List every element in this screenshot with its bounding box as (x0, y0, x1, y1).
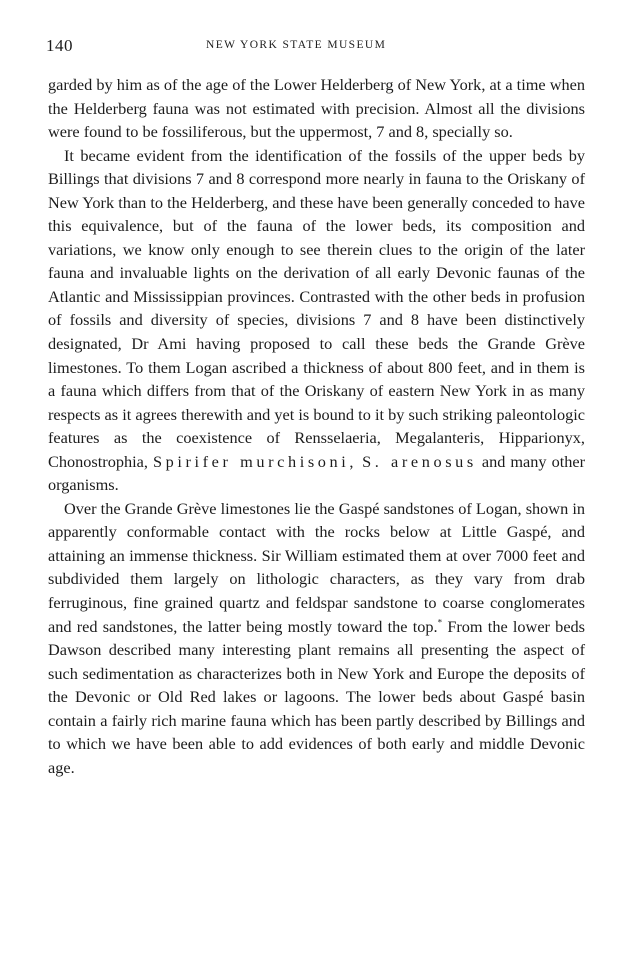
paragraph-3 (48, 497, 585, 780)
page-number: 140 (46, 36, 73, 55)
species-name-spirifer: Spirifer murchisoni, (152, 451, 358, 471)
paragraph-2 (48, 144, 585, 497)
page-header (46, 36, 586, 56)
paragraph-2-text-a: It became evident from the identification of the fossils of the upper beds by Billings that divisions 7 and 8 correspond more nearly in fauna to the Oriskany of New York than to the Helderberg, and these have been generally conceded to have this equivalence, but of the fauna of the lower beds, its composition and variations, we know only enough to see therein clues to the origin of the later fauna and invaluable lights on the derivation of all early Devonic faunas of the Atlantic and Mississippian provinces. Contrasted with the other beds in profusion of fossils and diversity of species, divisions 7 and 8 have been distinctively designated, Dr Ami having proposed to call these beds the Grande Grève limestones. To them Logan ascribed a thickness of about 800 feet, and in them is a fauna which differs from that of the Oriskany of eastern New York in as many respects as it agrees therewith and yet is bound to it by such striking paleontologic features as the coexistence of Rensselaeria, Megalanteris, Hipparionyx, Chonostrophia, (48, 145, 585, 471)
paragraph-3-text-b: From the lower beds Dawson described many interesting plant remains all presenting the aspect of such sedimentation as characterizes both in New York and Europe the deposits of the Devonic or Old Red lakes or lagoons. The lower beds about Gaspé basin contain a fairly rich marine fauna which has been partly described by Billings and to which we have been able to add evidences of both early and middle Devonic age. (48, 616, 586, 777)
footnote-mark: * (437, 617, 443, 628)
species-name-arenosus: S. arenosus (362, 451, 477, 471)
paragraph-3-text-a: Over the Grande Grève limestones lie the Gaspé sandstones of Logan, shown in apparently conformable contact with the rocks below at Little Gaspé, and attaining an immense thickness. Sir William estimated them at over 7000 feet and subdivided them largely on lithologic characters, as they vary from drab ferruginous, fine grained quartz and feldspar sandstone to coarse conglomerates and red sandstones, the latter being mostly toward the top. (48, 498, 585, 636)
paragraph-2-text-b: and many other organisms. (48, 451, 586, 495)
paragraph-1-text: garded by him as of the age of the Lower Helderberg of New York, at a time when the Helderberg fauna was not estimated with precision. Almost all the divisions were found to be fossiliferous, but the uppermost, 7 and 8, specially so. (48, 75, 585, 142)
running-head: NEW YORK STATE MUSEUM (206, 39, 387, 51)
body-text (48, 73, 585, 779)
paragraph-1 (48, 73, 585, 144)
